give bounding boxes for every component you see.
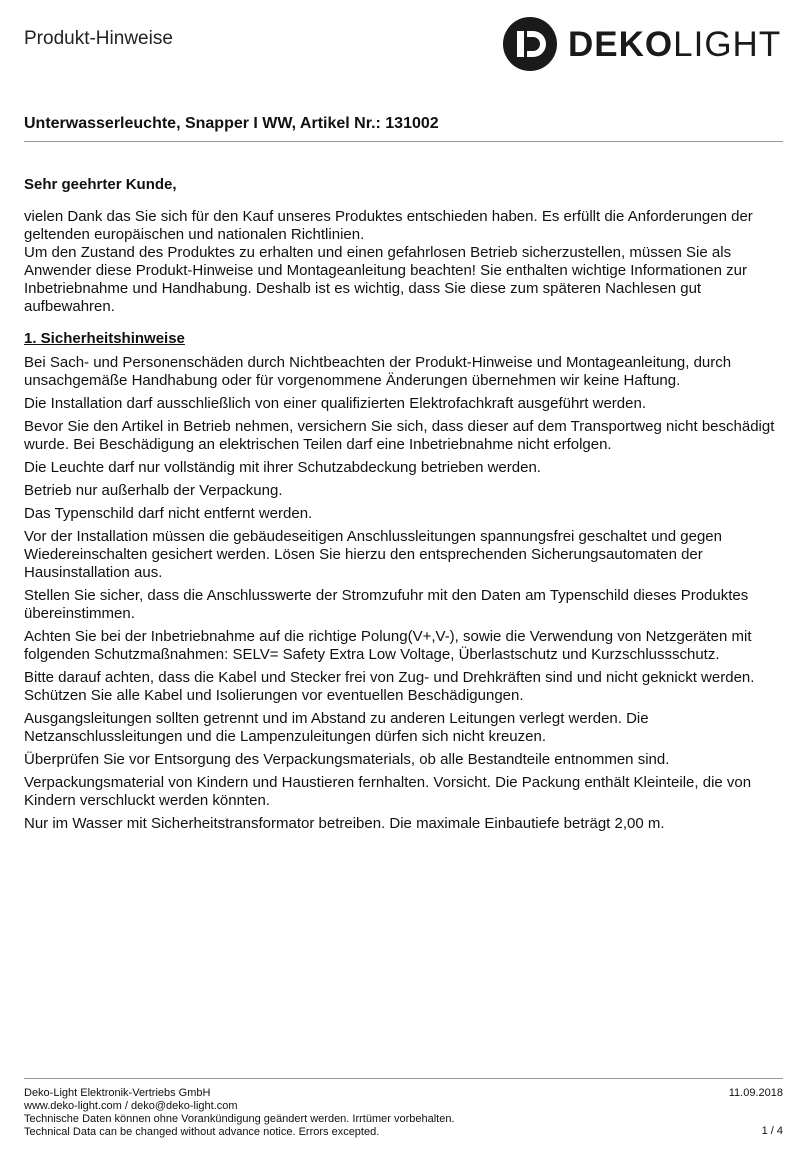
brand-logo: [502, 16, 781, 72]
footer-company: Deko-Light Elektronik-Vertriebs GmbH: [24, 1087, 211, 1099]
safety-paragraph: Die Installation darf ausschließlich von einer qualifizierten Elektrofachkraft ausgeführt werden.: [24, 395, 646, 412]
footer-notice-en: Technical Data can be changed without advance notice. Errors excepted.: [24, 1126, 380, 1138]
footer-contact: www.deko-light.com / deko@deko-light.com: [24, 1100, 238, 1112]
logo-wordmark: [568, 24, 782, 64]
safety-paragraph: Verpackungsmaterial von Kindern und Haustieren fernhalten. Vorsicht. Die Packung enthält Kleinteile, die von Kindern verschluckt werden könnten.: [24, 774, 752, 809]
safety-paragraph: Nur im Wasser mit Sicherheitstransformator betreiben. Die maximale Einbautiefe beträgt 2,00 m.: [24, 815, 665, 832]
footer-notice-de: Technische Daten können ohne Vorankündigung geändert werden. Irrtümer vorbehalten.: [24, 1113, 455, 1125]
logo-text-bold: DEKO: [568, 24, 674, 64]
salutation: Sehr geehrter Kunde,: [24, 176, 177, 193]
section-heading-safety: 1. Sicherheitshinweise: [24, 330, 185, 347]
safety-paragraph: Betrieb nur außerhalb der Verpackung.: [24, 482, 283, 499]
intro-paragraph: Um den Zustand des Produktes zu erhalten und einen gefahrlosen Betrieb sicherzustellen, müssen Sie als Anwender diese Produkt-Hinweise und Montageanleitung beachten! Sie enthalten wichtige Informationen zur Inbetriebnahme und Handhabung. Deshalb ist es wichtig, dass Sie diese zum späteren Nachlesen gut aufbewahren.: [24, 244, 747, 315]
footer-divider: [24, 1078, 783, 1079]
safety-paragraph: Stellen Sie sicher, dass die Anschlusswerte der Stromzufuhr mit den Daten am Typenschild dieses Produktes übereinstimmen.: [24, 587, 749, 622]
safety-paragraph: Bitte darauf achten, dass die Kabel und Stecker frei von Zug- und Drehkräften sind und nicht geknickt werden. Schützen Sie alle Kabel und Isolierungen vor eventuellen Beschädigungen.: [24, 669, 755, 704]
footer-date: 11.09.2018: [728, 1087, 783, 1099]
safety-paragraph: Das Typenschild darf nicht entfernt werden.: [24, 505, 313, 522]
safety-paragraph: Ausgangsleitungen sollten getrennt und im Abstand zu anderen Leitungen verlegt werden. Die Netzanschlussleitungen und die Lampenzuleitungen dürfen sich nicht kreuzen.: [24, 710, 649, 745]
deko-logo-icon: [502, 16, 558, 72]
section-label: Produkt-Hinweise: [24, 28, 173, 49]
page-number: 1 / 4: [761, 1125, 783, 1137]
safety-instructions: [24, 354, 786, 833]
document-title: Unterwasserleuchte, Snapper I WW, Artikel Nr.: 131002: [24, 115, 439, 132]
footer-info: [24, 1087, 455, 1139]
intro-text: [24, 208, 786, 316]
logo-text-light: LIGHT: [673, 24, 782, 64]
safety-paragraph: Vor der Installation müssen die gebäudeseitigen Anschlussleitungen spannungsfrei geschaltet und gegen Wiedereinschalten gesichert werden. Lösen Sie hierzu den entsprechenden Sicherungsautomaten der Hausinstallation aus.: [24, 528, 722, 581]
safety-paragraph: Achten Sie bei der Inbetriebnahme auf die richtige Polung(V+,V-), sowie die Verwendung von Netzgeräten mit folgenden Schutzmaßnahmen: SELV= Safety Extra Low Voltage, Überlastschutz und Kurzschlussschutz.: [24, 628, 752, 663]
safety-paragraph: Überprüfen Sie vor Entsorgung des Verpackungsmaterials, ob alle Bestandteile entnommen sind.: [24, 751, 670, 768]
header-divider: [24, 141, 783, 142]
safety-paragraph: Die Leuchte darf nur vollständig mit ihrer Schutzabdeckung betrieben werden.: [24, 459, 541, 476]
intro-paragraph: vielen Dank das Sie sich für den Kauf unseres Produktes entschieden haben. Es erfüllt die Anforderungen der geltenden europäischen und nationalen Richtlinien.: [24, 208, 753, 243]
safety-paragraph: Bevor Sie den Artikel in Betrieb nehmen, versichern Sie sich, dass dieser auf dem Transportweg nicht beschädigt wurde. Bei Beschädigung an elektrischen Teilen darf eine Inbetriebnahme nicht erfolgen.: [24, 418, 775, 453]
safety-paragraph: Bei Sach- und Personenschäden durch Nichtbeachten der Produkt-Hinweise und Montageanleitung, durch unsachgemäße Handhabung oder für vorgenommene Änderungen übernehmen wir keine Haftung.: [24, 354, 732, 389]
document-body: [24, 176, 786, 838]
